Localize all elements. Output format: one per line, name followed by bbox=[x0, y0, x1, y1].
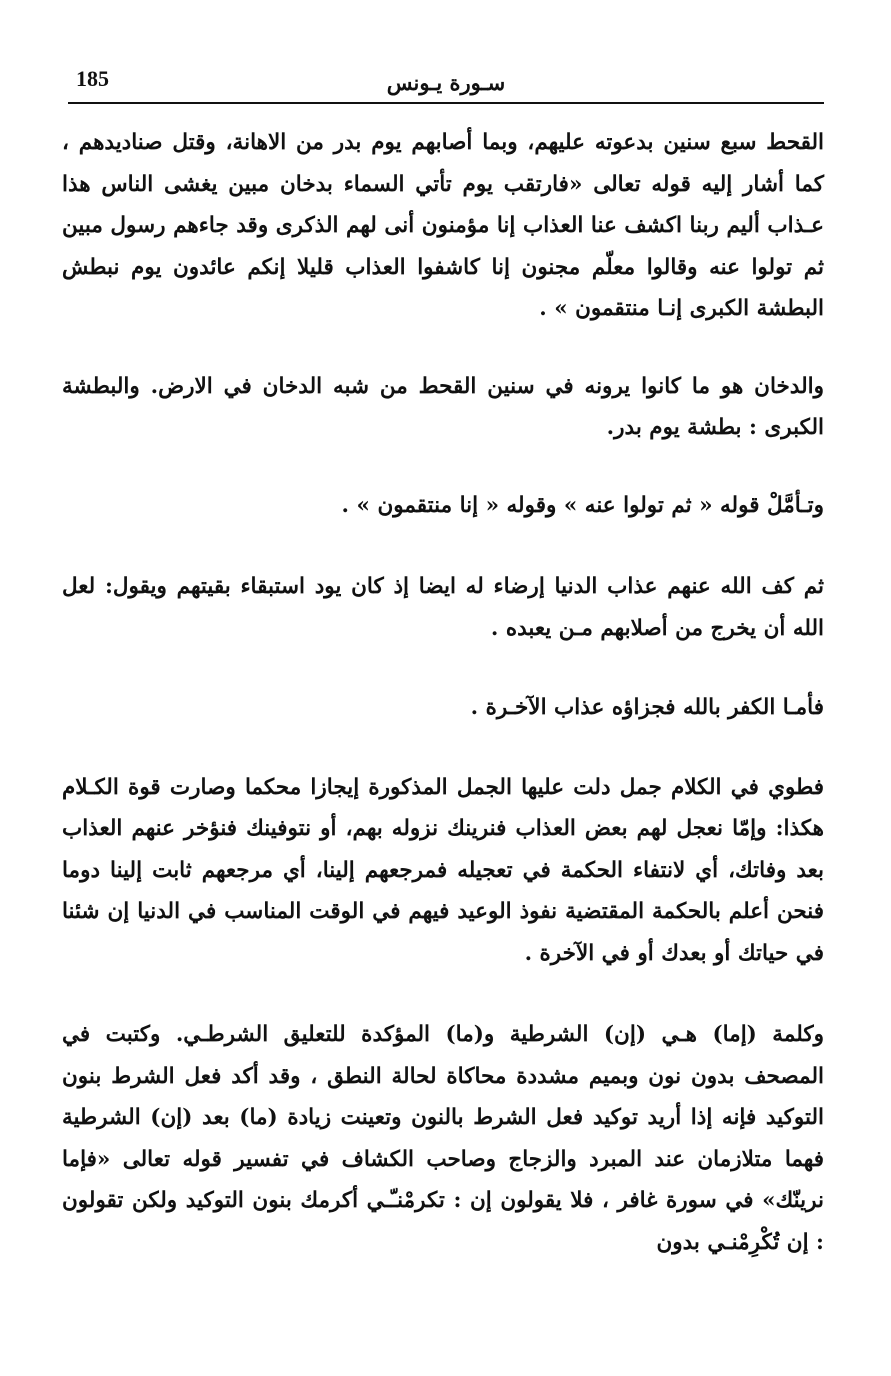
page-number: 185 bbox=[76, 66, 109, 91]
paragraph: وكلمة (إما) هـي (إن) الشرطية و(ما) المؤكدة للتعليق الشرطـي. وكتبت في المصحف بدون نون وبميم مشددة محاكاة لحالة النطق ، وقد أكد فعل الشرط بنون التوكيد فإنه إذا أريد توكيد فعل الشرط بالنون وتعينت زيادة (ما) بعد (إن) الشرطية فهما متلازمان عند المبرد والزجاج وصاحب الكشاف في تفسير قوله تعالى «فإما نرينّك» في سورة غافر ، فلا يقولون إن : تكرمْنـّـي أكرمك بنون التوكيد ولكن تقولون : إن تُكْرِمْنـي بدون bbox=[62, 1022, 824, 1255]
paragraph: القحط سبع سنين بدعوته عليهم، وبما أصابهم يوم بدر من الاهانة، وقتل صناديدهم ، كما أشار إليه قوله تعالى «فارتقب يوم تأتي السماء بدخان مبين يغشى الناس هذا عـذاب أليم ربنا اكشف عنا العذاب إنا مؤمنون أنى لهم الذكرى وقد جاءهم رسول مبين ثم تولوا عنه وقالوا معلّم مجنون إنا كاشفوا العذاب قليلا إنكم عائدون يوم نبطش البطشة الكبرى إنـا منتقمون » . bbox=[62, 130, 824, 321]
paragraph: فأمـا الكفر بالله فجزاؤه عذاب الآخـرة . bbox=[470, 695, 824, 720]
paragraph: والدخان هو ما كانوا يرونه في سنين القحط من شبه الدخان في الارض. والبطشة الكبرى : بطشة يوم بدر. bbox=[62, 373, 824, 440]
paragraph: وتـأمَّلْ قوله « ثم تولوا عنه » وقوله « إنا منتقمون » . bbox=[341, 492, 824, 518]
header-rule bbox=[68, 102, 824, 104]
body-text bbox=[62, 122, 824, 1297]
paragraph: فطوي في الكلام جمل دلت عليها الجمل المذكورة إيجازا محكما وصارت قوة الكـلام هكذا: وإمّا نعجل لهم بعض العذاب فنرينك نزوله بهم، أو نتوفينك فنؤخر عنهم العذاب بعد وفاتك، أي لانتفاء الحكمة في تعجيله فمرجعهم إلينا، أي مرجعهم ثابت إلينا دوما فنحن أعلم بالحكمة المقتضية نفوذ الوعيد فيهم في الوقت المناسب في الدنيا إن شئنا في حياتك أو بعدك أو في الآخرة . bbox=[62, 774, 824, 966]
paragraph: ثم كف الله عنهم عذاب الدنيا إرضاء له ايضا إذ كان يود استبقاء بقيتهم ويقول: لعل الله أن يخرج من أصلابهم مـن يعبده . bbox=[62, 574, 824, 641]
page-header bbox=[70, 62, 822, 102]
running-title: سـورة يـونس bbox=[386, 70, 506, 95]
